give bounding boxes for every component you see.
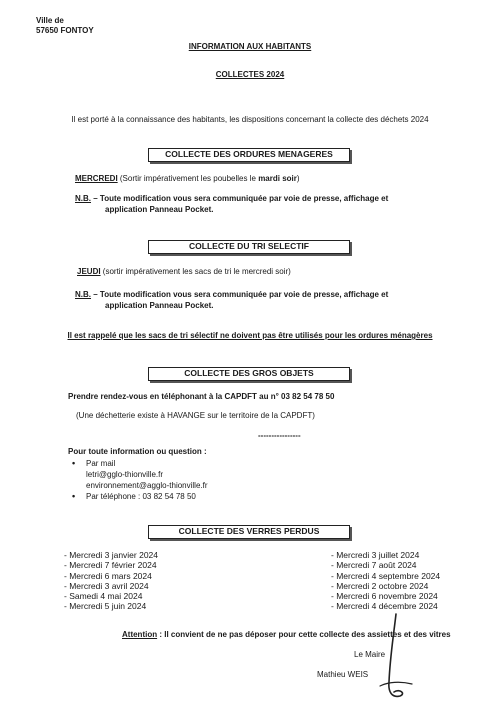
bullet: • bbox=[72, 458, 76, 468]
ordures-nb-line2: application Panneau Pocket. bbox=[105, 205, 214, 214]
list-item: - Mercredi 4 décembre 2024 bbox=[331, 601, 438, 612]
dechetterie-note: (Une déchetterie existe à HAVANGE sur le territoire de la CAPDFT) bbox=[76, 411, 315, 420]
tri-nb-line2: application Panneau Pocket. bbox=[105, 301, 214, 310]
handwritten-signature bbox=[372, 612, 422, 704]
section-heading-verres: COLLECTE DES VERRES PERDUS bbox=[148, 525, 350, 539]
tri-reminder: Il est rappelé que les sacs de tri sélectif ne doivent pas être utilisés pour les ordures ménagères bbox=[67, 331, 433, 340]
verres-dates-left bbox=[64, 550, 158, 612]
info-email-2[interactable]: environnement@agglo-thionville.fr bbox=[86, 481, 208, 490]
intro-text: Il est porté à la connaissance des habitants, les dispositions concernant la collecte des déchets 2024 bbox=[71, 115, 429, 124]
gros-objets-rdv: Prendre rendez-vous en téléphonant à la CAPDFT au n° 03 82 54 78 50 bbox=[68, 392, 335, 401]
list-item: - Samedi 4 mai 2024 bbox=[64, 591, 143, 602]
ordures-schedule: MERCREDI (Sortir impérativement les poubelles le mardi soir) bbox=[75, 174, 300, 183]
ordures-night: mardi soir bbox=[258, 174, 297, 183]
section-heading-gros-objets: COLLECTE DES GROS OBJETS bbox=[148, 367, 350, 381]
info-heading: Pour toute information ou question : bbox=[68, 447, 207, 456]
list-item: - Mercredi 3 janvier 2024 bbox=[64, 550, 159, 560]
list-item: - Mercredi 2 octobre 2024 bbox=[331, 580, 429, 591]
separator: ---------------- bbox=[258, 431, 301, 440]
list-item: - Mercredi 6 novembre 2024 bbox=[331, 591, 438, 602]
bullet: • bbox=[72, 491, 76, 501]
section-heading-tri: COLLECTE DU TRI SELECTIF bbox=[148, 240, 350, 254]
section-heading-ordures: COLLECTE DES ORDURES MENAGERES bbox=[148, 148, 350, 162]
list-item: - Mercredi 3 juillet 2024 bbox=[331, 550, 420, 560]
ordures-nb-line1: N.B. – Toute modification vous sera communiquée par voie de presse, affichage et bbox=[75, 194, 389, 203]
verres-dates-right bbox=[331, 550, 440, 612]
signature-name: Mathieu WEIS bbox=[317, 670, 369, 679]
city-name: Ville de bbox=[36, 16, 64, 25]
signature-role: Le Maire bbox=[354, 650, 386, 659]
list-item: - Mercredi 6 mars 2024 bbox=[64, 570, 152, 581]
tri-nb-line1: N.B. – Toute modification vous sera communiquée par voie de presse, affichage et bbox=[75, 290, 389, 299]
attention-note: Attention : Il convient de ne pas déposer pour cette collecte des assiettes et des vitres bbox=[122, 630, 451, 639]
ordures-day: MERCREDI bbox=[75, 174, 118, 183]
list-item: - Mercredi 5 juin 2024 bbox=[64, 601, 147, 612]
tri-day: JEUDI bbox=[77, 267, 101, 276]
list-item: - Mercredi 4 septembre 2024 bbox=[331, 570, 441, 581]
info-mail-label: Par mail bbox=[86, 459, 116, 468]
info-email-1[interactable]: letri@gglo-thionville.fr bbox=[86, 470, 164, 479]
info-phone: Par téléphone : 03 82 54 78 50 bbox=[86, 492, 196, 501]
document-title: INFORMATION AUX HABITANTS bbox=[188, 42, 312, 51]
list-item: - Mercredi 7 février 2024 bbox=[64, 560, 157, 571]
tri-schedule: JEUDI (sortir impérativement les sacs de tri le mercredi soir) bbox=[77, 267, 291, 276]
document-subtitle: COLLECTES 2024 bbox=[215, 70, 285, 79]
list-item: - Mercredi 3 avril 2024 bbox=[64, 580, 149, 591]
list-item: - Mercredi 7 août 2024 bbox=[331, 560, 417, 571]
city-postcode: 57650 FONTOY bbox=[36, 26, 94, 35]
